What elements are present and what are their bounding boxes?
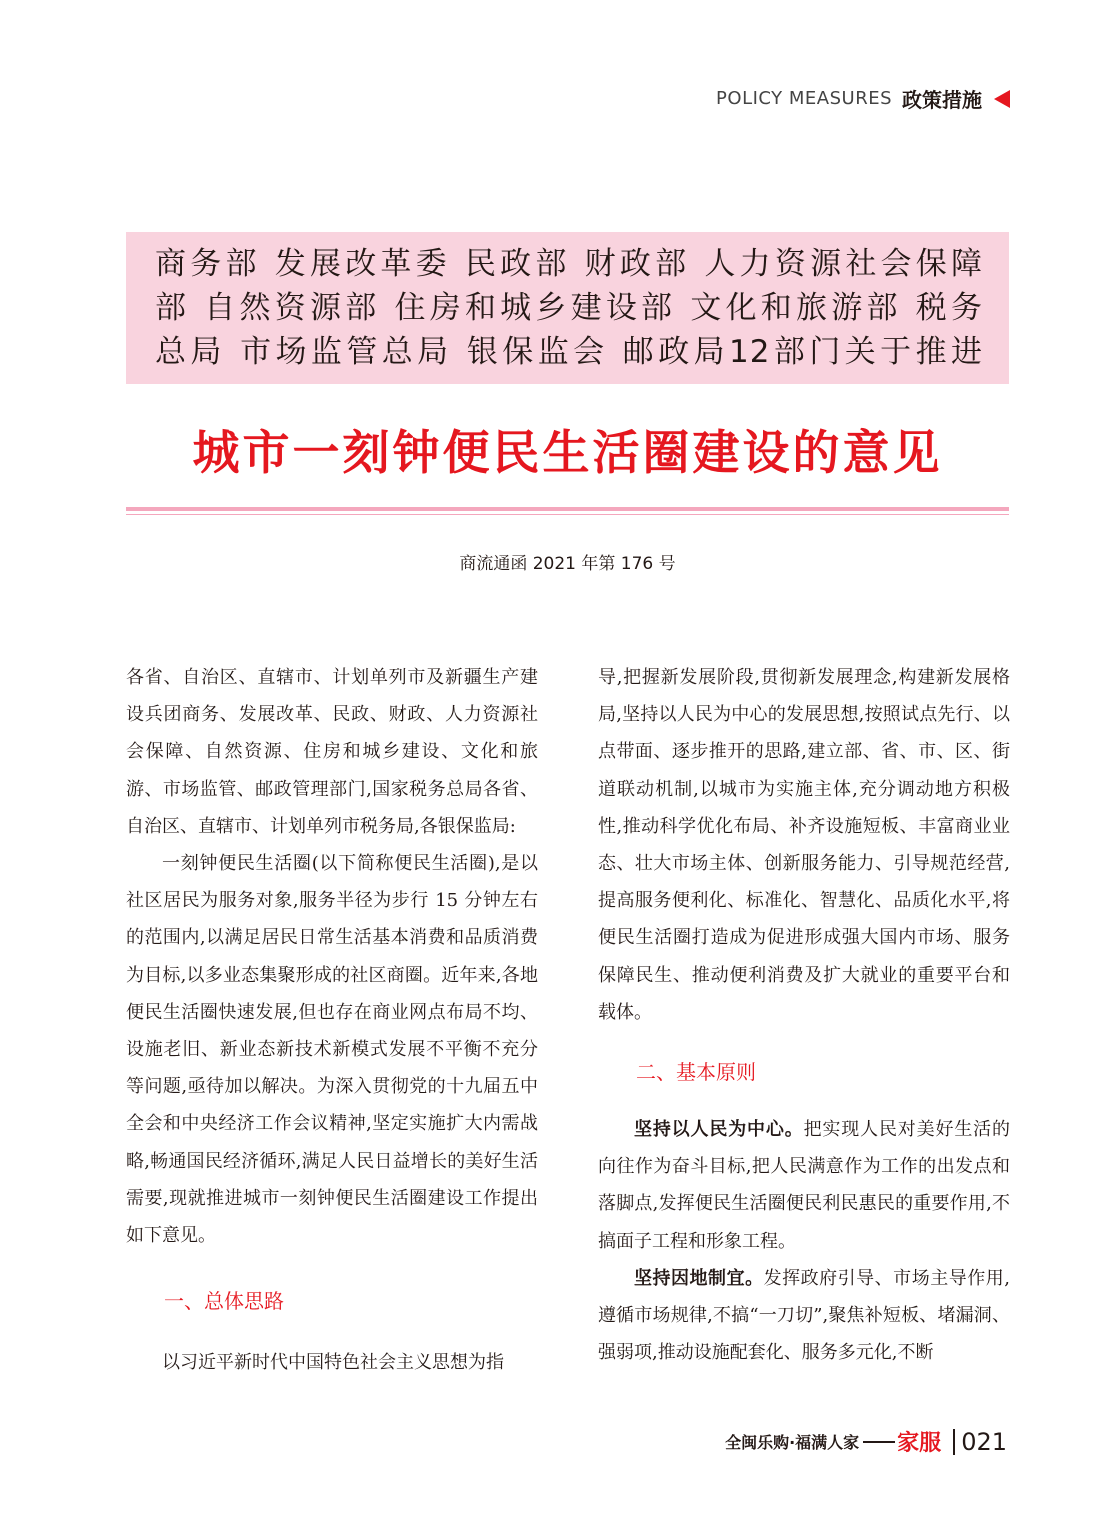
footer-separator — [953, 1429, 955, 1455]
section-label-en: POLICY MEASURES — [716, 88, 892, 109]
title-box-line: 总局 市场监管总局 银保监会 邮政局12部门关于推进 — [155, 334, 983, 370]
main-title: 城市一刻钟便民生活圈建设的意见 — [192, 426, 943, 481]
principle-text: 把实现人民对美好生活的向往作为奋斗目标,把人民满意作为工作的出发点和落脚点,发挥便民生活圈便民利民惠民的重要作用,不搞面子工程和形象工程。 — [598, 1119, 1010, 1252]
section-heading: 一、总体思路 — [164, 1289, 284, 1314]
triangle-marker-icon — [994, 90, 1010, 108]
principle-title: 坚持因地制宜。 — [634, 1267, 764, 1289]
title-box-line: 部 自然资源部 住房和城乡建设部 文化和旅游部 税务 — [155, 290, 983, 326]
paragraph: 以习近平新时代中国特色社会主义思想为指 — [162, 1352, 504, 1374]
left-column — [126, 659, 538, 1381]
title-box-line: 商务部 发展改革委 民政部 财政部 人力资源社会保障 — [155, 246, 983, 282]
paragraph: 各省、自治区、直辖市、计划单列市及新疆生产建设兵团商务、发展改革、民政、财政、人力资源社会保障、自然资源、住房和城乡建设、文化和旅游、市场监管、邮政管理部门,国家税务总局各省、自治区、直辖市、计划单列市税务局,各银保监局: — [126, 667, 538, 837]
section-heading: 二、基本原则 — [636, 1060, 756, 1085]
title-divider-thin — [126, 514, 1009, 515]
title-divider — [126, 507, 1009, 511]
magazine-name: 家服 — [897, 1431, 942, 1456]
section-label-zh: 政策措施 — [902, 88, 982, 112]
principle-title: 坚持以人民为中心。 — [634, 1119, 804, 1141]
paragraph: 导,把握新发展阶段,贯彻新发展理念,构建新发展格局,坚持以人民为中心的发展思想,按照试点先行、以点带面、逐步推开的思路,建立部、省、市、区、街道联动机制,以城市为实施主体,充分调动地方积极性,推动科学优化布局、补齐设施短板、丰富商业业态、壮大市场主体、创新服务能力、引导规范经营,提高服务便利化、标准化、智慧化、品质化水平,将便民生活圈打造成为促进形成强大国内市场、服务保障民生、推动便利消费及扩大就业的重要平台和载体。 — [598, 667, 1010, 1023]
footer-dash — [863, 1441, 895, 1443]
principle-text: 发挥政府引导、市场主导作用,遵循市场规律,不搞“一刀切”,聚焦补短板、堵漏洞、强弱项,推动设施配套化、服务多元化,不断 — [598, 1267, 1010, 1364]
paragraph: 一刻钟便民生活圈(以下简称便民生活圈),是以社区居民为服务对象,服务半径为步行 15 分钟左右的范围内,以满足居民日常生活基本消费和品质消费为目标,以多业态集聚形成的社区商圈。近年来,各地便民生活圈快速发展,但也存在商业网点布局不均、设施老旧、新业态新技术新模式发展不平衡不充分等问题,亟待加以解决。为深入贯彻党的十九届五中全会和中央经济工作会议精神,坚定实施扩大内需战略,畅通国民经济循环,满足人民日益增长的美好生活需要,现就推进城市一刻钟便民生活圈建设工作提出如下意见。 — [126, 853, 538, 1247]
page-footer — [725, 1426, 1007, 1457]
right-column — [598, 659, 1010, 1371]
paragraph — [598, 1111, 1010, 1260]
footer-slogan: 全闽乐购·福满人家 — [725, 1433, 860, 1452]
page-header — [716, 84, 1010, 113]
paragraph — [598, 1260, 1010, 1372]
page-number: 021 — [961, 1427, 1007, 1456]
title-box — [126, 232, 1009, 384]
document-number: 商流通函 2021 年第 176 号 — [459, 554, 676, 574]
